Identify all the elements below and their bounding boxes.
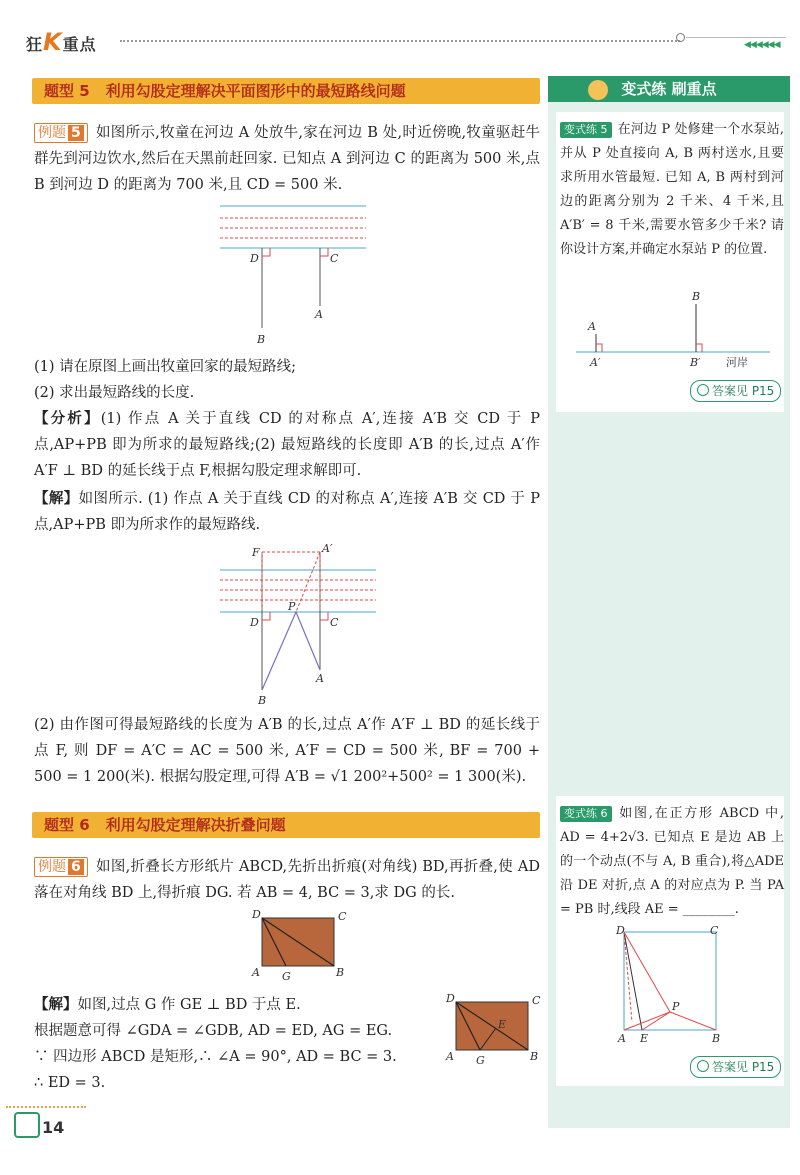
label-C: C (330, 616, 339, 629)
svg-text:B: B (530, 1050, 539, 1063)
svg-text:B′: B′ (690, 356, 701, 369)
label-C: C (330, 252, 339, 265)
header-circle-icon (676, 33, 685, 42)
label-F: F (252, 546, 260, 559)
example-5-figure-1 (220, 198, 370, 348)
exercise-6-figure (612, 922, 732, 1048)
example-5-figure-2 (220, 540, 380, 708)
key-icon (697, 1060, 709, 1072)
exercise-5-badge: 变式练 5 (560, 122, 612, 138)
header-dotted-rule (120, 40, 680, 42)
svg-text:G: G (476, 1054, 485, 1067)
example-5-badge: 例题 5 (34, 123, 88, 143)
example-6-figure-1 (250, 906, 350, 984)
svg-text:E: E (498, 1018, 507, 1031)
compass-icon (14, 1112, 40, 1138)
example-5-text: 例题 5 如图所示,牧童在河边 A 处放牛,家在河边 B 处,时近傍晚,牧童驱赶牛群先到河边饮水,然后在天黑前赶回家. 已知点 A 到河边 C 的距离为 500 米,点 B 到河边 D 的距离为 700 米,且 CD = 500 米. (34, 125, 540, 193)
svg-text:D: D (616, 924, 625, 937)
svg-text:D: D (252, 908, 261, 921)
section-5-title: 题型 5 利用勾股定理解决平面图形中的最短路线问题 (32, 78, 540, 104)
svg-text:A: A (252, 966, 260, 979)
label-D: D (250, 616, 259, 629)
page-number: 14 (42, 1118, 65, 1137)
example-5-analysis: 【分析】(1) 作点 A 关于直线 CD 的对称点 A′,连接 A′B 交 CD 于 P 点,AP+PB 即为所求的最短路线;(2) 最短路线的长度即 A′B 的长,过点 A′作 A′F ⊥ BD 的延长线于点 F,根据勾股定理求解即可. (34, 410, 541, 479)
label-A: A (315, 308, 323, 321)
example-5-solution: 【解】如图所示. (1) 作点 A 关于直线 CD 的对称点 A′,连接 A′B 交 CD 于 P 点,AP+PB 即为所求作的最短路线. (34, 490, 541, 533)
example-5-q2: (2) 求出最短路线的长度. (34, 385, 195, 401)
svg-text:C: C (710, 924, 719, 937)
svg-text:A: A (588, 320, 596, 333)
example-5-solution-2: (2) 由作图可得最短路线的长度为 A′B 的长,过点 A′作 A′F ⊥ BD 的延长线于点 F, 则 DF = A′C = AC = 500 米, A′F = CD = 500 米, BF = 700 + 500 = 1 200(米). 根据勾股定理,可得 A′B = √1 200²+500² = 1 300(米). (34, 717, 540, 785)
svg-text:E: E (640, 1032, 649, 1045)
example-6-badge: 例题 6 (34, 857, 88, 877)
header-arrows-icon: ◀◀◀◀◀◀ (744, 40, 780, 50)
exercise-5-answer-link[interactable]: 答案见 P15 (690, 380, 781, 402)
header-logo: 狂K重点 (26, 28, 97, 56)
svg-text:P: P (672, 1000, 680, 1013)
example-6-text: 例题 6 如图,折叠长方形纸片 ABCD,先折出折痕(对角线) BD,再折叠,使 AD 落在对角线 BD 上,得折痕 DG. 若 AB = 4, BC = 3,求 DG 的长. (34, 859, 540, 901)
label-D: D (250, 252, 259, 265)
svg-text:C: C (338, 910, 347, 923)
exercise-6-answer-link[interactable]: 答案见 P15 (690, 1056, 781, 1078)
section-6-title: 题型 6 利用勾股定理解决折叠问题 (32, 812, 540, 838)
exercise-5-text: 变式练 5 在河边 P 处修建一个水泵站,并从 P 处直接向 A, B 两村送水,且要求所用水管最短. 已知 A, B 两村到河边的距离分别为 2 千米、4 千米,且 A′B′ = 8 千米,需要水管多少千米? 请你设计方案,并确定水泵站 P 的位置. (560, 122, 784, 257)
svg-text:河岸: 河岸 (726, 356, 748, 369)
exercise-6-badge: 变式练 6 (560, 806, 612, 822)
example-6-figure-2 (444, 990, 544, 1068)
label-A-prime: A′ (322, 542, 333, 555)
label-A: A (316, 672, 324, 685)
svg-text:B: B (712, 1032, 721, 1045)
svg-text:C: C (532, 994, 541, 1007)
svg-text:A: A (618, 1032, 626, 1045)
key-icon (697, 384, 709, 396)
label-B: B (258, 694, 267, 707)
example-6-solution-2: 根据题意可得 ∠GDA = ∠GDB, AD = ED, AG = EG. (34, 1023, 393, 1039)
svg-text:A: A (446, 1050, 454, 1063)
header-rule (686, 37, 786, 38)
svg-text:B: B (692, 290, 701, 303)
sidebar-title: 变式练 刷重点 (548, 76, 790, 102)
exercise-6-text: 变式练 6 如图,在正方形 ABCD 中, AD = 4+2√3. 已知点 E 是边 AB 上的一个动点(不与 A, B 重合),将△ADE 沿 DE 对折,点 A 的对应点为 P. 当 PA = PB 时,线段 AE = ________. (560, 806, 784, 917)
label-B: B (257, 333, 266, 346)
svg-text:G: G (282, 970, 291, 983)
example-6-solution-3: ∵ 四边形 ABCD 是矩形,∴ ∠A = 90°, AD = BC = 3. (34, 1049, 397, 1065)
label-P: P (288, 600, 296, 613)
example-6-solution-1: 【解】如图,过点 G 作 GE ⊥ BD 于点 E. (34, 996, 301, 1013)
example-5-q1: (1) 请在原图上画出牧童回家的最短路线; (34, 359, 297, 375)
example-6-solution-4: ∴ ED = 3. (34, 1075, 106, 1091)
student-icon (588, 80, 608, 100)
exercise-5-figure (576, 288, 776, 374)
svg-text:A′: A′ (590, 356, 601, 369)
footer-dotted-rule (6, 1106, 86, 1108)
svg-text:D: D (446, 992, 455, 1005)
svg-text:B: B (336, 966, 345, 979)
